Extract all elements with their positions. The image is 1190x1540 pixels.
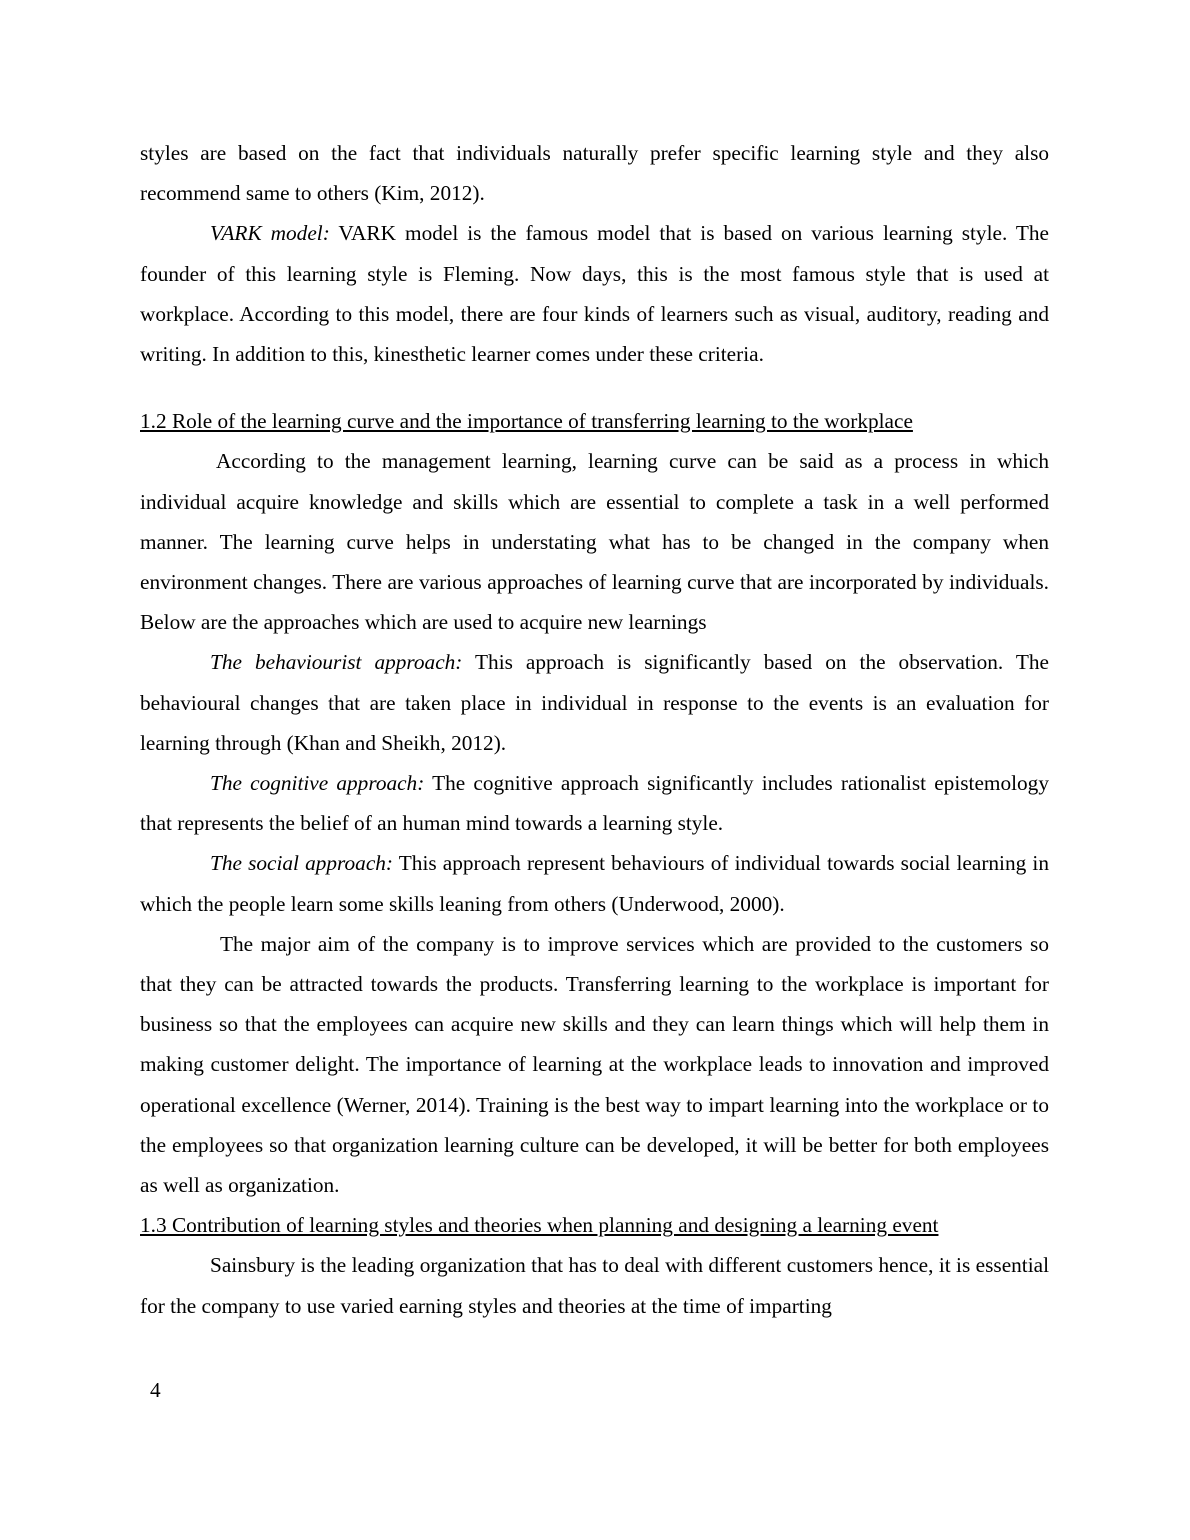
paragraph-behaviourist-approach: [140, 642, 1049, 763]
term-behaviourist-approach: The behaviourist approach:: [210, 650, 463, 675]
paragraph-social-approach: [140, 843, 1049, 923]
term-cognitive-approach: The cognitive approach:: [210, 771, 425, 796]
paragraph-transferring-learning: The major aim of the company is to improve services which are provided to the customers so that they can be attracted towards the products. Transferring learning to the workplace is important for business so that the employees can acquire new skills and they can learn things which will help them in making customer delight. The importance of learning at the workplace leads to innovation and improved operational excellence (Werner, 2014). Training is the best way to impart learning into the workplace or to the employees so that organization learning culture can be developed, it will be better for both employees as well as organization.: [140, 931, 1049, 1198]
heading-1-3: 1.3 Contribution of learning styles and theories when planning and designing a learning event: [140, 1213, 939, 1238]
text-cognitive-approach: The cognitive approach significantly includes rationalist epistemology that represents the belief of an human mind towards a learning style.: [140, 771, 1049, 836]
paragraph-sainsbury: Sainsbury is the leading organization that has to deal with different customers hence, it is essential for the company to use varied earning styles and theories at the time of imparting: [140, 1253, 1049, 1318]
paragraph-learning-styles: styles are based on the fact that individuals naturally prefer specific learning style and they also recommend same to others (Kim, 2012).: [140, 141, 1049, 206]
text-social-approach: This approach represent behaviours of individual towards social learning in which the people learn some skills leaning from others (Underwood, 2000).: [140, 851, 1049, 916]
text-vark-model: VARK model is the famous model that is based on various learning style. The founder of this learning style is Fleming. Now days, this is the most famous style that is used at workplace. According to this model, there are four kinds of learners such as visual, auditory, reading and writing. In addition to this, kinesthetic learner comes under these criteria.: [140, 221, 1049, 367]
paragraph-learning-curve: According to the management learning, learning curve can be said as a process in which individual acquire knowledge and skills which are essential to complete a task in a well performed manner. The learning curve helps in understating what has to be changed in the company when environment changes. There are various approaches of learning curve that are incorporated by individuals. Below are the approaches which are used to acquire new learnings: [140, 449, 1049, 635]
term-social-approach: The social approach:: [210, 851, 394, 876]
text-behaviourist-approach: This approach is significantly based on the observation. The behavioural changes that are taken place in individual in response to the events is an evaluation for learning through (Khan and Sheikh, 2012).: [140, 650, 1049, 755]
paragraph-vark-model: [140, 213, 1049, 374]
paragraph-cognitive-approach: [140, 763, 1049, 843]
page-number: 4: [150, 1378, 161, 1402]
heading-1-2: 1.2 Role of the learning curve and the importance of transferring learning to the workplace: [140, 409, 913, 434]
document-page: [140, 133, 1049, 1326]
term-vark-model: VARK model:: [210, 221, 330, 246]
